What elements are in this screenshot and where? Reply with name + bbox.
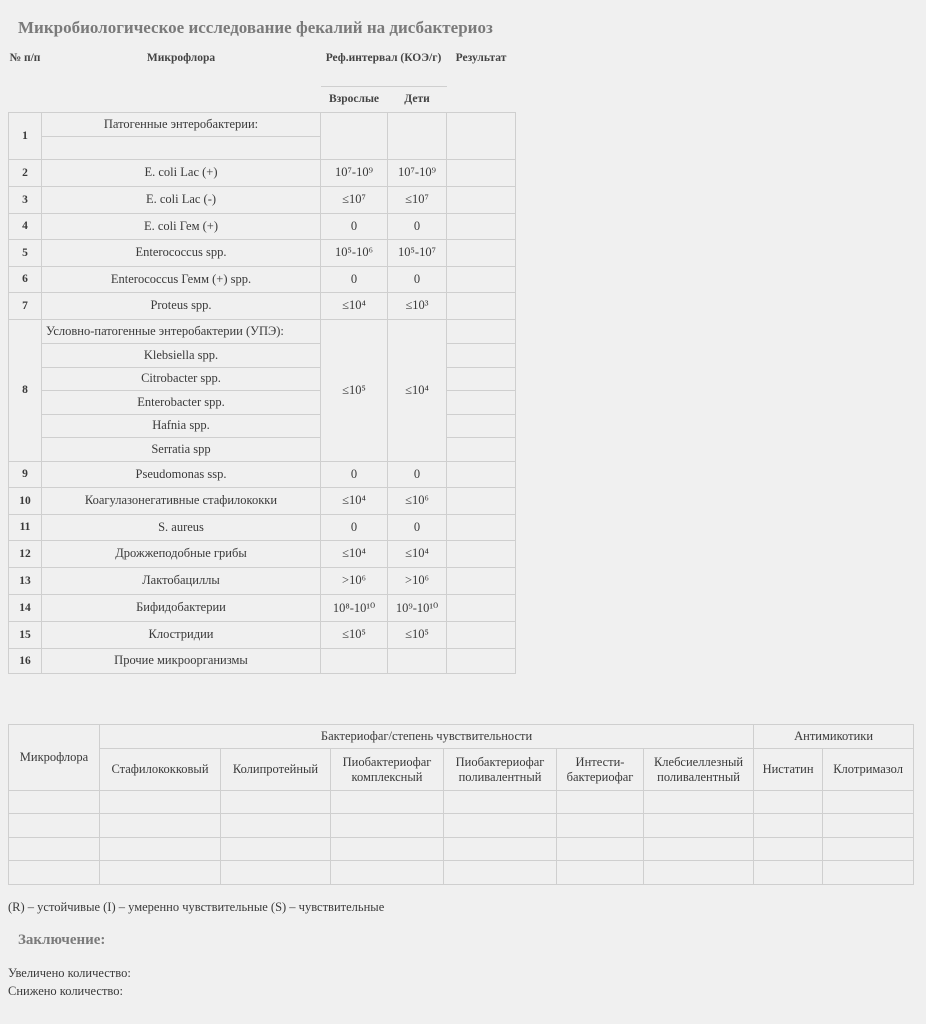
row-number: 11 [9,514,42,540]
children-value: 10⁵-10⁷ [388,239,447,266]
sensitivity-legend: (R) – устойчивые (I) – умеренно чувствительные (S) – чувствительные [8,900,385,914]
page-title: Микробиологическое исследование фекалий на дисбактериоз [18,18,493,37]
result-cell[interactable] [447,487,516,514]
sens-cell[interactable] [754,838,823,861]
flora-name: S. aureus [42,514,321,540]
flora-subitem: Serratia spp [42,437,321,461]
header-flora: Микрофлора [146,52,216,64]
flora-subitem: Klebsiella spp. [42,343,321,367]
row-number: 15 [9,621,42,648]
row-number: 5 [9,239,42,266]
result-cell[interactable] [447,390,516,414]
flora-name: Enterococcus Гемм (+) spp. [42,266,321,292]
result-cell[interactable] [447,567,516,594]
table-row [9,814,914,838]
adults-value: ≤10⁴ [321,292,388,319]
children-value [388,648,447,673]
sens-cell[interactable] [644,861,754,885]
adults-value: >10⁶ [321,567,388,594]
sens-cell[interactable] [823,838,914,861]
adults-value: ≤10⁴ [321,540,388,567]
phage-group-header: Бактериофаг/степень чувствительности [100,725,754,749]
reference-table [8,48,516,674]
row-number: 3 [9,186,42,213]
flora-cell[interactable] [9,791,100,814]
result-cell[interactable] [447,159,516,186]
result-cell[interactable] [447,292,516,319]
row-number: 13 [9,567,42,594]
col-clotrimazole: Клотримазол [823,749,914,791]
adults-value: 10⁵-10⁶ [321,239,388,266]
adults-value: 0 [321,213,388,239]
col-nystatin: Нистатин [754,749,823,791]
flora-name: E. coli Lac (+) [42,159,321,186]
col-pyo-polyvalent: Пиобактериофаг поливалентный [444,749,557,791]
flora-name: E. coli Lac (-) [42,186,321,213]
children-value: >10⁶ [388,567,447,594]
sens-cell[interactable] [557,838,644,861]
children-value: 0 [388,213,447,239]
sens-cell[interactable] [444,838,557,861]
sens-cell[interactable] [100,791,221,814]
flora-name: Прочие микроорганизмы [42,648,321,673]
result-cell[interactable] [447,266,516,292]
adults-value: ≤10⁷ [321,186,388,213]
antimycotics-header: Антимикотики [754,725,914,749]
result-cell[interactable] [447,319,516,343]
result-cell[interactable] [447,186,516,213]
sens-cell[interactable] [100,814,221,838]
row-number: 2 [9,159,42,186]
result-cell[interactable] [447,437,516,461]
children-value: ≤10⁵ [388,621,447,648]
row-number: 7 [9,292,42,319]
children-value: 10⁷-10⁹ [388,159,447,186]
adults-value [321,648,388,673]
table-row [9,791,914,814]
flora-name: Патогенные энтеробактерии: [42,112,321,136]
sens-cell[interactable] [331,861,444,885]
col-coliproteus: Колипротейный [221,749,331,791]
row-number: 10 [9,487,42,514]
sens-cell[interactable] [100,861,221,885]
sens-cell[interactable] [644,838,754,861]
result-cell[interactable] [447,343,516,367]
adults-value: 10⁷-10⁹ [321,159,388,186]
header-children: Дети [404,93,430,105]
sens-cell[interactable] [557,861,644,885]
col-intesti: Интести-бактериофаг [557,749,644,791]
sens-cell[interactable] [823,861,914,885]
flora-name: E. coli Гем (+) [42,213,321,239]
row-number: 16 [9,648,42,673]
header-result: Результат [455,52,507,64]
flora-name: Клостридии [42,621,321,648]
adults-value: 0 [321,461,388,487]
col-staphylococcal: Стафилококковый [100,749,221,791]
table-row [9,838,914,861]
flora-name: Лактобациллы [42,567,321,594]
sens-cell[interactable] [754,791,823,814]
conclusion-title: Заключение: [18,932,106,948]
adults-value [321,112,388,159]
sens-cell[interactable] [331,814,444,838]
children-value: ≤10⁷ [388,186,447,213]
adults-value: ≤10⁵ [321,621,388,648]
adults-value: ≤10⁴ [321,487,388,514]
children-value: 0 [388,461,447,487]
sens-cell[interactable] [557,814,644,838]
sens-cell[interactable] [444,791,557,814]
flora-cell[interactable] [9,861,100,885]
children-value: ≤10⁴ [388,540,447,567]
children-value: 0 [388,514,447,540]
flora-subitem: Citrobacter spp. [42,367,321,390]
flora-name: Дрожжеподобные грибы [42,540,321,567]
sens-cell[interactable] [444,861,557,885]
sensitivity-flora-header: Микрофлора [9,725,100,791]
row-number: 9 [9,461,42,487]
flora-subitem: Enterobacter spp. [42,390,321,414]
sens-cell[interactable] [221,814,331,838]
row-number: 14 [9,594,42,621]
col-pyo-complex: Пиобактериофаг комплексный [331,749,444,791]
row-number: 4 [9,213,42,239]
decreased-line: Снижено количество: [8,984,123,998]
result-cell[interactable] [447,648,516,673]
table-row [9,861,914,885]
flora-name: Бифидобактерии [42,594,321,621]
sens-cell[interactable] [221,838,331,861]
row-number: 8 [9,319,42,461]
flora-name: Коагулазонегативные стафилококки [42,487,321,514]
sens-cell[interactable] [754,861,823,885]
children-value: ≤10⁴ [388,319,447,461]
flora-name: Proteus spp. [42,292,321,319]
result-cell[interactable] [447,112,516,159]
adults-value: 0 [321,514,388,540]
row-number: 6 [9,266,42,292]
flora-subitem: Hafnia spp. [42,414,321,437]
children-value: 0 [388,266,447,292]
sensitivity-table [8,724,914,885]
result-cell[interactable] [447,213,516,239]
col-klebsiella: Клебсиеллезный поливалентный [644,749,754,791]
sens-cell[interactable] [823,791,914,814]
result-cell[interactable] [447,414,516,437]
result-cell[interactable] [447,367,516,390]
result-cell[interactable] [447,540,516,567]
flora-cell[interactable] [9,838,100,861]
header-num: № п/п [9,52,41,64]
sens-cell[interactable] [331,838,444,861]
children-value: 10⁹-10¹⁰ [388,594,447,621]
adults-value: 0 [321,266,388,292]
sens-cell[interactable] [754,814,823,838]
sens-cell[interactable] [100,838,221,861]
header-ref-interval: Реф.интервал (КОЭ/г) [321,48,447,86]
children-value [388,112,447,159]
children-value: ≤10³ [388,292,447,319]
sens-cell[interactable] [557,791,644,814]
row-number: 1 [9,112,42,159]
row-number: 12 [9,540,42,567]
result-cell[interactable] [447,621,516,648]
result-cell[interactable] [447,461,516,487]
flora-name: Enterococcus spp. [42,239,321,266]
flora-name: Pseudomonas ssp. [42,461,321,487]
adults-value: ≤10⁵ [321,319,388,461]
sens-cell[interactable] [823,814,914,838]
flora-name: Условно-патогенные энтеробактерии (УПЭ): [42,319,321,343]
sens-cell[interactable] [221,861,331,885]
increased-line: Увеличено количество: [8,966,131,980]
flora-subitem [42,136,321,159]
sens-cell[interactable] [644,814,754,838]
sens-cell[interactable] [221,791,331,814]
sens-cell[interactable] [444,814,557,838]
children-value: ≤10⁶ [388,487,447,514]
result-cell[interactable] [447,239,516,266]
sens-cell[interactable] [331,791,444,814]
result-cell[interactable] [447,514,516,540]
header-adults: Взрослые [328,93,380,105]
result-cell[interactable] [447,594,516,621]
adults-value: 10⁸-10¹⁰ [321,594,388,621]
flora-cell[interactable] [9,814,100,838]
sens-cell[interactable] [644,791,754,814]
